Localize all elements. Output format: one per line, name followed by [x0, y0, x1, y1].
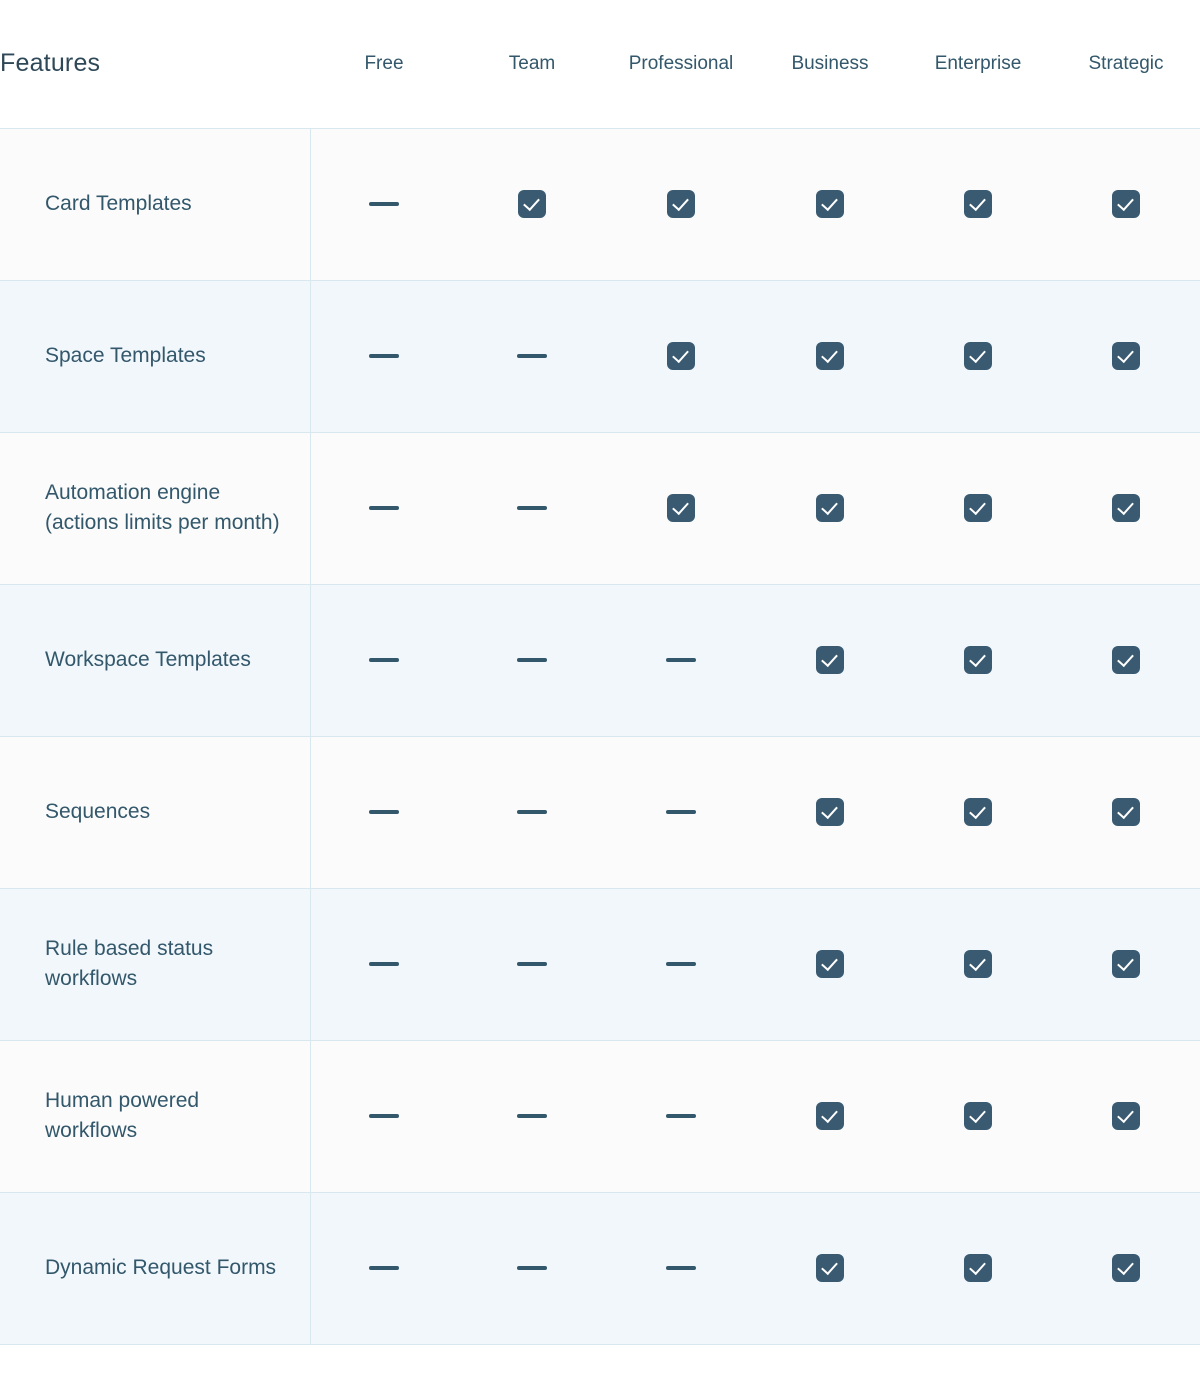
feature-availability-cell [310, 432, 458, 584]
table-row [0, 1192, 1200, 1344]
feature-availability-cell [606, 1040, 756, 1192]
feature-availability-cell [756, 736, 904, 888]
check-icon [964, 1254, 992, 1282]
feature-availability-cell [458, 584, 606, 736]
feature-availability-cell [458, 888, 606, 1040]
feature-availability-cell [606, 1192, 756, 1344]
check-icon [1112, 646, 1140, 674]
feature-availability-cell [458, 736, 606, 888]
feature-label: Card Templates [0, 128, 310, 280]
plan-column-header-team: Team [458, 0, 606, 128]
feature-availability-cell [1052, 1040, 1200, 1192]
check-icon [1112, 1102, 1140, 1130]
dash-icon [369, 1114, 399, 1118]
dash-icon [517, 658, 547, 662]
dash-icon [369, 506, 399, 510]
dash-icon [369, 202, 399, 206]
feature-availability-cell [310, 280, 458, 432]
table-row [0, 888, 1200, 1040]
table-body [0, 128, 1200, 1344]
feature-availability-cell [310, 1040, 458, 1192]
feature-availability-cell [904, 736, 1052, 888]
dash-icon [666, 810, 696, 814]
feature-availability-cell [310, 888, 458, 1040]
table-row [0, 432, 1200, 584]
feature-availability-cell [904, 432, 1052, 584]
check-icon [1112, 342, 1140, 370]
check-icon [667, 342, 695, 370]
check-icon [964, 646, 992, 674]
feature-availability-cell [606, 128, 756, 280]
dash-icon [666, 658, 696, 662]
check-icon [964, 798, 992, 826]
feature-availability-cell [756, 128, 904, 280]
check-icon [1112, 494, 1140, 522]
feature-availability-cell [1052, 888, 1200, 1040]
feature-availability-cell [756, 888, 904, 1040]
feature-availability-cell [310, 128, 458, 280]
feature-availability-cell [904, 280, 1052, 432]
feature-label: Workspace Templates [0, 584, 310, 736]
check-icon [816, 646, 844, 674]
feature-availability-cell [1052, 128, 1200, 280]
table-row [0, 128, 1200, 280]
feature-label: Automation engine (actions limits per month) [0, 432, 310, 584]
check-icon [816, 950, 844, 978]
check-icon [816, 190, 844, 218]
feature-availability-cell [458, 128, 606, 280]
check-icon [816, 1254, 844, 1282]
feature-label: Space Templates [0, 280, 310, 432]
plan-column-header-strategic: Strategic [1052, 0, 1200, 128]
feature-label: Human powered workflows [0, 1040, 310, 1192]
check-icon [1112, 190, 1140, 218]
feature-availability-cell [458, 432, 606, 584]
feature-availability-cell [1052, 432, 1200, 584]
table-row [0, 1040, 1200, 1192]
feature-availability-cell [904, 1192, 1052, 1344]
check-icon [816, 1102, 844, 1130]
table-row [0, 280, 1200, 432]
plan-column-header-business: Business [756, 0, 904, 128]
check-icon [964, 342, 992, 370]
dash-icon [517, 1266, 547, 1270]
plan-column-header-professional: Professional [606, 0, 756, 128]
feature-availability-cell [904, 1040, 1052, 1192]
check-icon [667, 494, 695, 522]
dash-icon [517, 354, 547, 358]
feature-availability-cell [458, 1192, 606, 1344]
feature-availability-cell [606, 432, 756, 584]
feature-availability-cell [606, 888, 756, 1040]
dash-icon [666, 1266, 696, 1270]
feature-availability-cell [606, 736, 756, 888]
dash-icon [369, 354, 399, 358]
check-icon [964, 950, 992, 978]
feature-availability-cell [1052, 584, 1200, 736]
feature-availability-cell [1052, 280, 1200, 432]
feature-availability-cell [756, 280, 904, 432]
dash-icon [369, 1266, 399, 1270]
feature-availability-cell [310, 584, 458, 736]
check-icon [1112, 798, 1140, 826]
check-icon [964, 1102, 992, 1130]
check-icon [518, 190, 546, 218]
feature-availability-cell [756, 1040, 904, 1192]
feature-availability-cell [310, 1192, 458, 1344]
feature-availability-cell [904, 888, 1052, 1040]
feature-availability-cell [756, 1192, 904, 1344]
feature-label: Sequences [0, 736, 310, 888]
feature-availability-cell [904, 584, 1052, 736]
table-header [0, 0, 1200, 128]
table-row [0, 584, 1200, 736]
plan-column-header-free: Free [310, 0, 458, 128]
feature-availability-cell [904, 128, 1052, 280]
feature-availability-cell [458, 280, 606, 432]
plan-column-header-enterprise: Enterprise [904, 0, 1052, 128]
check-icon [667, 190, 695, 218]
feature-availability-cell [1052, 736, 1200, 888]
check-icon [1112, 1254, 1140, 1282]
dash-icon [666, 1114, 696, 1118]
feature-availability-cell [606, 280, 756, 432]
dash-icon [369, 962, 399, 966]
dash-icon [517, 810, 547, 814]
feature-availability-cell [1052, 1192, 1200, 1344]
feature-availability-cell [756, 432, 904, 584]
feature-availability-cell [310, 736, 458, 888]
check-icon [964, 494, 992, 522]
check-icon [1112, 950, 1140, 978]
features-column-header: Features [0, 0, 310, 128]
check-icon [816, 494, 844, 522]
table-header-row [0, 0, 1200, 128]
dash-icon [517, 962, 547, 966]
check-icon [964, 190, 992, 218]
feature-availability-cell [606, 584, 756, 736]
feature-label: Dynamic Request Forms [0, 1192, 310, 1344]
dash-icon [369, 810, 399, 814]
check-icon [816, 798, 844, 826]
check-icon [816, 342, 844, 370]
dash-icon [666, 962, 696, 966]
feature-availability-cell [458, 1040, 606, 1192]
feature-availability-cell [756, 584, 904, 736]
table-row [0, 736, 1200, 888]
dash-icon [517, 506, 547, 510]
dash-icon [517, 1114, 547, 1118]
dash-icon [369, 658, 399, 662]
feature-label: Rule based status workflows [0, 888, 310, 1040]
